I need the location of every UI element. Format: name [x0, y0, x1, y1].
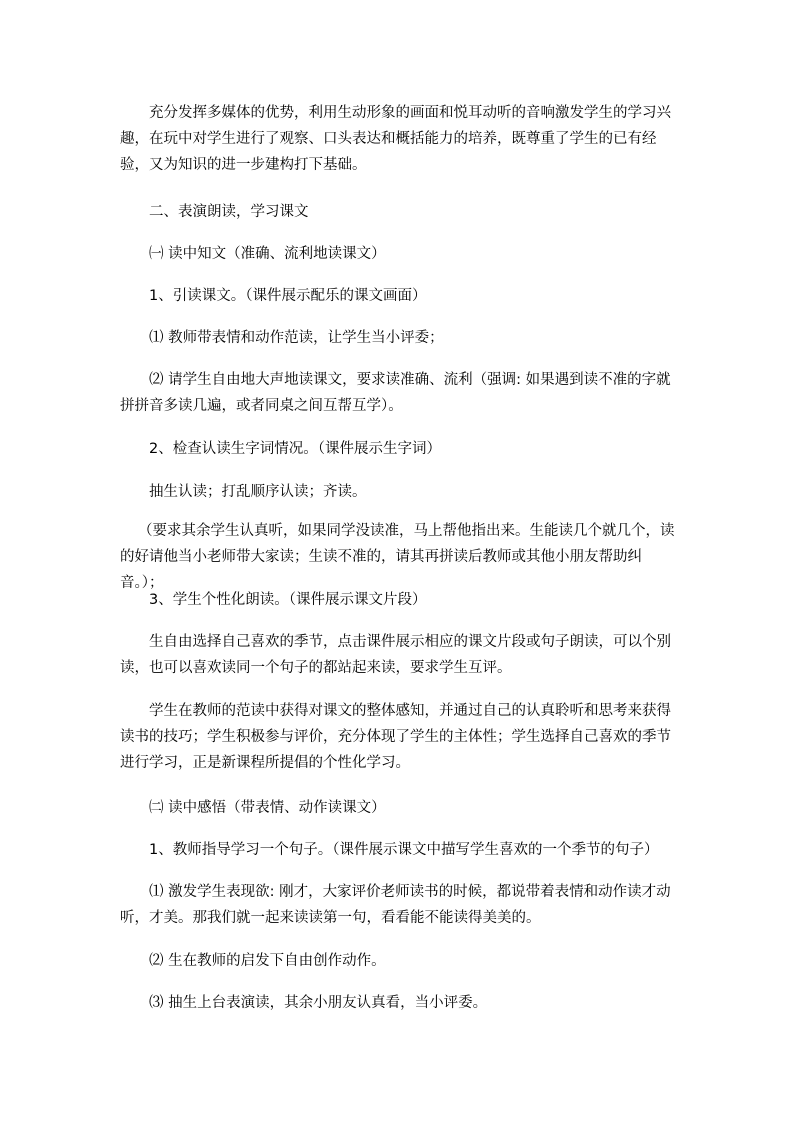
step-inspire-expression: ⑴ 激发学生表现欲: 刚才，大家评价老师读书的时候，都说带着表情和动作读才动听，才美。那我们就一起来读读第一句，看看能不能读得美美的。: [120, 884, 671, 926]
item-teacher-guides-sentence: 1、教师指导学习一个句子。（课件展示课文中描写学生喜欢的一个季节的句子）: [149, 842, 659, 858]
step-create-actions: ⑵ 生在教师的启发下自由创作动作。: [149, 953, 386, 969]
step-students-read-aloud: ⑵ 请学生自由地大声地读课文，要求读准确、流利（强调: 如果遇到读不准的字就拼拼音多读几遍，或者同桌之间互帮互学）。: [120, 372, 671, 414]
item-individual-reading: 3、学生个性化朗读。（课件展示课文片段）: [149, 592, 427, 608]
step-stage-performance: ⑶ 抽生上台表演读，其余小朋友认真看，当小评委。: [149, 995, 488, 1011]
paragraph-reading-methods: 抽生认读；打乱顺序认读；齐读。: [149, 484, 367, 500]
paragraph-requirements-note: （要求其余学生认真听，如果同学没读准，马上帮他指出来。生能读几个就几个，读的好请他当小老师带大家读；生读不准的，请其再拼读后教师或其他小朋友帮助纠音。）；: [120, 523, 675, 591]
subheading-read-to-know: ㈠ 读中知文（准确、流利地读课文）: [149, 246, 386, 262]
paragraph-choose-season: 生自由选择自己喜欢的季节，点击课件展示相应的课文片段或句子朗读，可以个别读，也可以喜欢读同一个句子的都站起来读，要求学生互评。: [120, 634, 671, 676]
section-heading-performance-reading: 二、表演朗读，学习课文: [149, 204, 309, 220]
paragraph-multimedia-advantage: 充分发挥多媒体的优势，利用生动形象的画面和悦耳动听的音响激发学生的学习兴趣，在玩中对学生进行了观察、口头表达和概括能力的培养，既尊重了学生的已有经验，又为知识的进一步建构打下基础。: [120, 105, 671, 173]
step-teacher-model-reading: ⑴ 教师带表情和动作范读，让学生当小评委；: [149, 330, 444, 346]
paragraph-reflection: 学生在教师的范读中获得对课文的整体感知，并通过自己的认真聆听和思考来获得读书的技巧；学生积极参与评价，充分体现了学生的主体性；学生选择自己喜欢的季节进行学习，正是新课程所提倡的个性化学习。: [120, 703, 671, 771]
item-check-vocabulary: 2、检查认读生字词情况。（课件展示生字词）: [149, 441, 441, 457]
subheading-read-to-feel: ㈡ 读中感悟（带表情、动作读课文）: [149, 800, 386, 816]
item-guided-reading: 1、引读课文。（课件展示配乐的课文画面）: [149, 288, 427, 304]
